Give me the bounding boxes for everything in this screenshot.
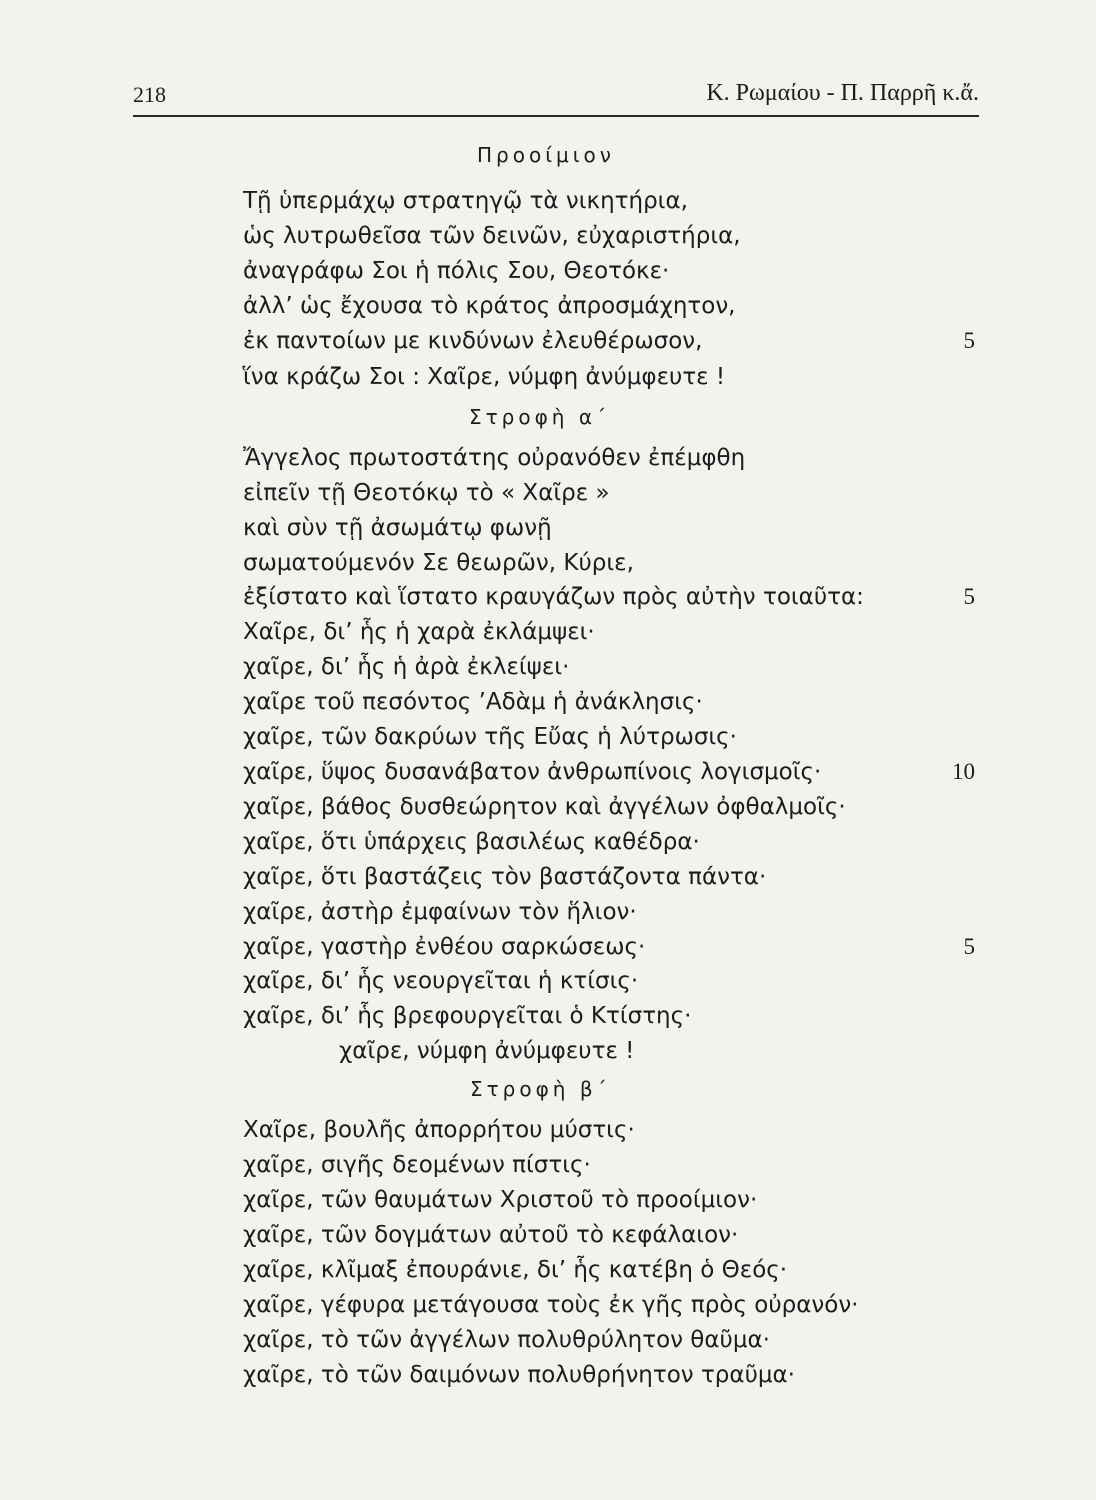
verse-line: ἀναγράφω Σοι ἡ πόλις Σου, Θεοτόκε· xyxy=(243,258,670,284)
verse-line: καὶ σὺν τῇ ἀσωμάτῳ φωνῇ xyxy=(243,515,552,541)
verse-line: χαῖρε, ὅτι βαστάζεις τὸν βαστάζοντα πάντα· xyxy=(243,864,767,890)
running-head: Κ. Ρωμαίου - Π. Παρρῆ κ.ἄ. xyxy=(706,80,979,106)
verse-line: χαῖρε, ὕψος δυσανάβατον ἀνθρωπίνοις λογισμοῖς· xyxy=(243,759,822,785)
verse-line: ἐξίστατο καὶ ἵστατο κραυγάζων πρὸς αὐτὴν τοιαῦτα: xyxy=(243,584,864,610)
verse-line: χαῖρε, βάθος δυσθεώρητον καὶ ἀγγέλων ὀφθαλμοῖς· xyxy=(243,794,846,820)
page-number: 218 xyxy=(133,82,166,107)
verse-line: χαῖρε, γέφυρα μετάγουσα τοὺς ἐκ γῆς πρὸς οὐρανόν· xyxy=(243,1292,859,1318)
page-header xyxy=(133,72,979,116)
verse-line: εἰπεῖν τῇ Θεοτόκῳ τὸ « Χαῖρε » xyxy=(243,480,610,506)
stanza-beta-heading: Στροφὴ β΄ xyxy=(470,1077,611,1101)
line-number: 5 xyxy=(963,934,975,959)
verse-line: Χαῖρε, βουλῆς ἀπορρήτου μύστις· xyxy=(243,1117,635,1143)
line-number: 5 xyxy=(963,584,975,609)
verse-line: χαῖρε, τὸ τῶν ἀγγέλων πολυθρύλητον θαῦμα· xyxy=(243,1327,770,1353)
verse-line: χαῖρε, κλῖμαξ ἐπουράνιε, δι’ ἧς κατέβη ὁ Θεός· xyxy=(243,1257,788,1283)
verse-line: χαῖρε τοῦ πεσόντος ’Αδὰμ ἡ ἀνάκλησις· xyxy=(243,689,703,715)
verse-line: χαῖρε, σιγῆς δεομένων πίστις· xyxy=(243,1152,591,1178)
verse-line: ἀλλ’ ὡς ἔχουσα τὸ κράτος ἀπροσμάχητον, xyxy=(243,293,736,319)
verse-line: χαῖρε, τῶν θαυμάτων Χριστοῦ τὸ προοίμιον· xyxy=(243,1187,758,1213)
stanza-alpha-heading: Στροφὴ α΄ xyxy=(469,405,611,429)
verse-line: ὡς λυτρωθεῖσα τῶν δεινῶν, εὐχαριστήρια, xyxy=(243,223,741,249)
verse-line: σωματούμενόν Σε θεωρῶν, Κύριε, xyxy=(243,550,634,576)
verse-line: ἐκ παντοίων με κινδύνων ἐλευθέρωσον, xyxy=(243,328,703,354)
verse-line: χαῖρε, νύμφη ἀνύμφευτε ! xyxy=(339,1038,635,1064)
verse-line: χαῖρε, ὅτι ὑπάρχεις βασιλέως καθέδρα· xyxy=(243,829,700,855)
prooimion-heading: Προοίμιον xyxy=(477,143,615,167)
line-number: 10 xyxy=(952,759,975,784)
verse-line: χαῖρε, ἀστὴρ ἐμφαίνων τὸν ἥλιον· xyxy=(243,899,637,925)
header-rule xyxy=(133,115,979,117)
verse-line: Χαῖρε, δι’ ἧς ἡ χαρὰ ἐκλάμψει· xyxy=(243,619,595,645)
line-number: 5 xyxy=(963,328,975,353)
verse-line: Τῇ ὑπερμάχῳ στρατηγῷ τὰ νικητήρια, xyxy=(243,188,688,214)
verse-line: χαῖρε, γαστὴρ ἐνθέου σαρκώσεως· xyxy=(243,934,646,960)
verse-line: χαῖρε, δι’ ἧς βρεφουργεῖται ὁ Κτίστης· xyxy=(243,1003,692,1029)
verse-line: χαῖρε, τῶν δογμάτων αὐτοῦ τὸ κεφάλαιον· xyxy=(243,1222,739,1248)
verse-line: χαῖρε, τῶν δακρύων τῆς Εὔας ἡ λύτρωσις· xyxy=(243,724,737,750)
verse-line: χαῖρε, τὸ τῶν δαιμόνων πολυθρήνητον τραῦμα· xyxy=(243,1362,795,1388)
verse-line: χαῖρε, δι’ ἧς ἡ ἀρὰ ἐκλείψει· xyxy=(243,654,570,680)
verse-line: χαῖρε, δι’ ἧς νεουργεῖται ἡ κτίσις· xyxy=(243,968,639,994)
verse-line: ἵνα κράζω Σοι : Χαῖρε, νύμφη ἀνύμφευτε ! xyxy=(243,364,726,390)
verse-line: Ἄγγελος πρωτοστάτης οὐρανόθεν ἐπέμφθη xyxy=(243,445,746,471)
